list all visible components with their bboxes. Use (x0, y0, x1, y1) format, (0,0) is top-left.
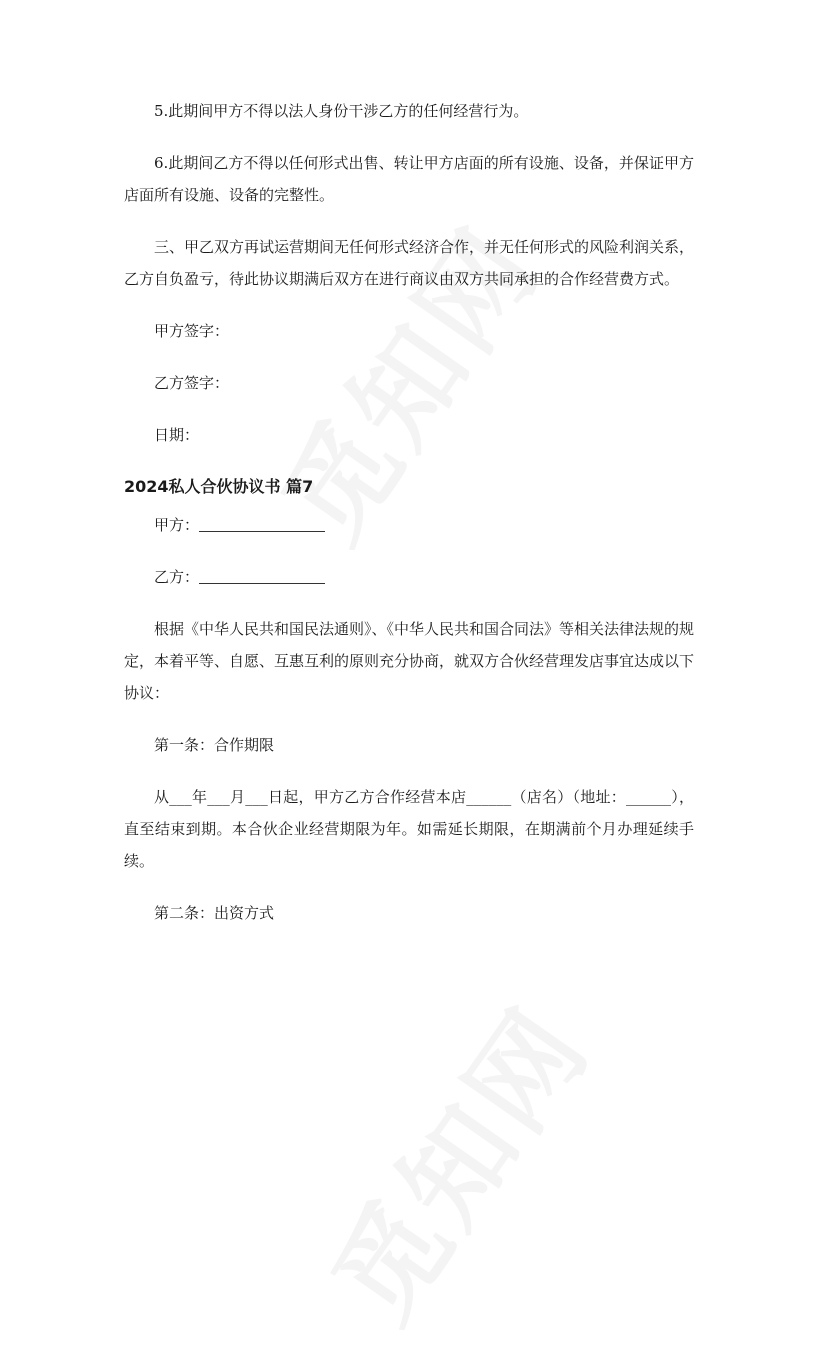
paragraph-clause-6: 6.此期间乙方不得以任何形式出售、转让甲方店面的所有设施、设备，并保证甲方店面所有设施、设备的完整性。 (124, 154, 694, 204)
paragraph-preamble: 根据《中华人民共和国民法通则》、《中华人民共和国合同法》等相关法律法规的规定，本着平等、自愿、互惠互利的原则充分协商，就双方合伙经营理发店事宜达成以下协议： (124, 620, 695, 702)
article-2-title: 第二条：出资方式 (154, 904, 275, 922)
party-a-label: 甲方： (154, 516, 200, 534)
signature-date: 日期： (154, 426, 200, 444)
party-b-blank (199, 565, 325, 584)
document-body (124, 95, 694, 949)
signature-party-a: 甲方签字： (154, 322, 230, 340)
party-a-line (124, 509, 694, 541)
party-a-blank (199, 513, 325, 532)
party-b-label: 乙方： (154, 568, 200, 586)
section-heading: 2024私人合伙协议书 篇7 (124, 477, 314, 496)
paragraph-section-3: 三、甲乙双方再试运营期间无任何形式经济合作，并无任何形式的风险利润关系，乙方自负盈亏，待此协议期满后双方在进行商议由双方共同承担的合作经营费方式。 (124, 238, 695, 288)
watermark-bottom (289, 971, 618, 1347)
article-1-body: 从___年___月___日起，甲方乙方合作经营本店______（店名）（地址：______），直至结束到期。本合伙企业经营期限为年。如需延长期限，在期满前个月办理延续手续。 (124, 788, 694, 870)
signature-party-b: 乙方签字： (154, 374, 230, 392)
paragraph-clause-5: 5.此期间甲方不得以法人身份干涉乙方的任何经营行为。 (154, 102, 529, 120)
party-b-line (124, 561, 694, 593)
article-1-title: 第一条：合作期限 (154, 736, 275, 754)
